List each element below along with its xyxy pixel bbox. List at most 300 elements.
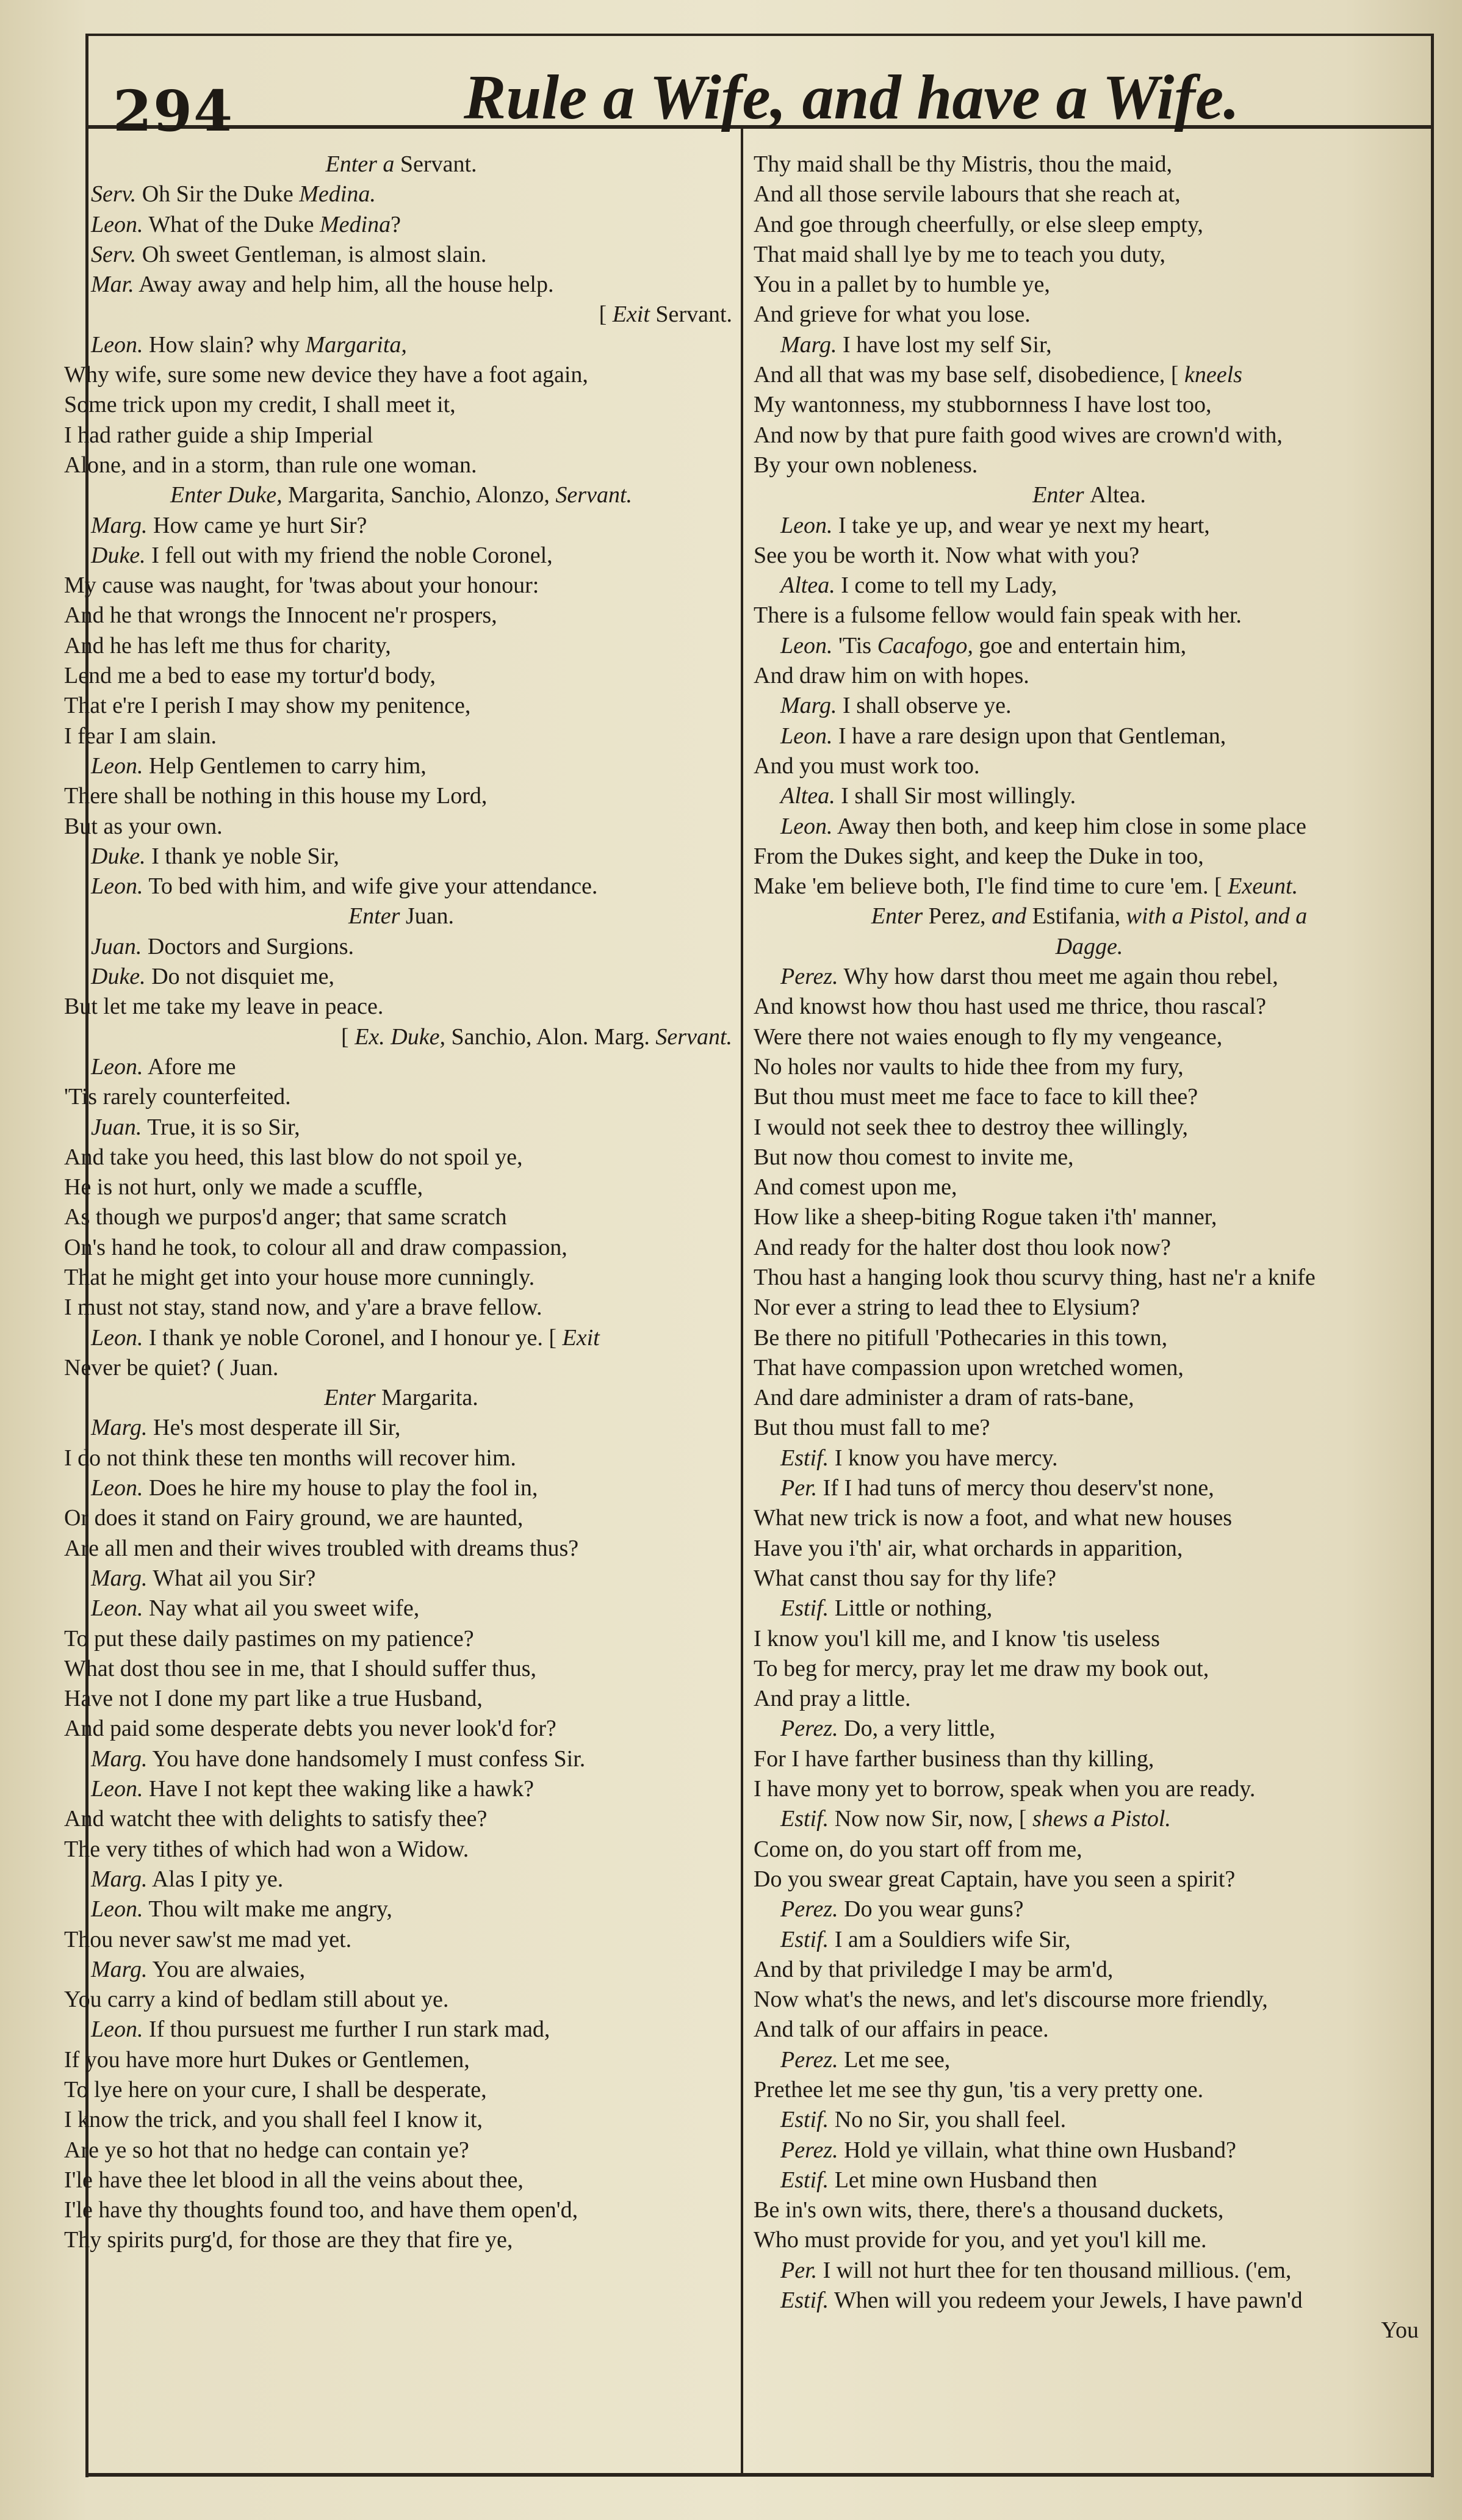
text-run: And he that wrongs the Innocent ne'r prospers, bbox=[64, 602, 497, 629]
text-run: And all those servile labours that she reach at, bbox=[754, 181, 1181, 208]
text-run: Servant. bbox=[400, 151, 477, 177]
speaker-name: Leon. bbox=[91, 1595, 143, 1622]
speech-line bbox=[64, 511, 738, 541]
text-run: Enter bbox=[1032, 482, 1090, 508]
text-run: Some trick upon my credit, I shall meet it, bbox=[64, 392, 456, 418]
text-run: Thou hast a hanging look thou scurvy thing, hast ne'r a knife bbox=[754, 1264, 1316, 1290]
speech-line bbox=[754, 691, 1425, 721]
text-run: Do, a very little, bbox=[838, 1716, 996, 1742]
text-run: Never be quiet? ( Juan. bbox=[64, 1354, 279, 1381]
text-run: Exit bbox=[612, 301, 650, 328]
speaker-name: Perez. bbox=[780, 2046, 838, 2073]
text-run: Ex. Duke, bbox=[355, 1024, 452, 1050]
stage-direction bbox=[754, 480, 1425, 510]
text-run: Servant. bbox=[655, 1024, 732, 1050]
text-run: I shall observe ye. bbox=[837, 693, 1012, 719]
text-run: Do you wear guns? bbox=[838, 1896, 1024, 1922]
verse-line bbox=[754, 541, 1425, 571]
verse-line bbox=[64, 571, 738, 601]
text-run: That he might get into your house more cunningly. bbox=[64, 1264, 535, 1290]
speech-line bbox=[64, 1865, 738, 1894]
text-run: 'Tis rarely counterfeited. bbox=[64, 1084, 291, 1110]
text-run: I would not seek thee to destroy thee willingly, bbox=[754, 1114, 1188, 1140]
speaker-name: Leon. bbox=[91, 331, 143, 358]
text-run: Enter bbox=[324, 1385, 382, 1411]
speaker-name: Leon. bbox=[780, 813, 833, 839]
speech-line bbox=[754, 330, 1425, 360]
speech-line bbox=[64, 2015, 738, 2045]
verse-line bbox=[64, 1835, 738, 1865]
verse-line bbox=[64, 1293, 738, 1323]
verse-line bbox=[754, 1113, 1425, 1143]
speech-line bbox=[64, 330, 738, 360]
verse-line bbox=[754, 842, 1425, 872]
text-run: I have mony yet to borrow, speak when you are ready. bbox=[754, 1776, 1256, 1802]
text-run: What new trick is now a foot, and what new houses bbox=[754, 1505, 1233, 1531]
speech-line bbox=[754, 2286, 1425, 2316]
verse-line bbox=[64, 1263, 738, 1293]
speaker-name: Marg. bbox=[91, 1415, 148, 1441]
speech-line bbox=[754, 962, 1425, 992]
verse-line bbox=[754, 1654, 1425, 1684]
verse-line bbox=[754, 210, 1425, 240]
text-run: Medina bbox=[320, 211, 391, 237]
verse-line bbox=[754, 1865, 1425, 1894]
text-run: Nay what ail you sweet wife, bbox=[143, 1595, 420, 1622]
text-run: Have you i'th' air, what orchards in apparition, bbox=[754, 1535, 1183, 1561]
text-run: There shall be nothing in this house my Lord, bbox=[64, 783, 488, 809]
text-run: To put these daily pastimes on my patience? bbox=[64, 1625, 474, 1652]
verse-line bbox=[64, 1624, 738, 1654]
verse-line bbox=[64, 1082, 738, 1112]
text-run: And by that priviledge I may be arm'd, bbox=[754, 1956, 1114, 1982]
speech-line bbox=[64, 1955, 738, 1985]
speaker-name: Estif. bbox=[780, 1806, 829, 1832]
text-run: The very tithes of which had won a Widow. bbox=[64, 1836, 469, 1862]
verse-line bbox=[754, 1293, 1425, 1323]
verse-line bbox=[754, 300, 1425, 330]
text-run: Do not disquiet me, bbox=[145, 964, 334, 990]
verse-line bbox=[754, 1202, 1425, 1232]
speaker-name: Marg. bbox=[780, 331, 837, 358]
text-run: I had rather guide a ship Imperial bbox=[64, 422, 373, 448]
verse-line bbox=[64, 2195, 738, 2225]
text-run: [ bbox=[599, 301, 613, 328]
verse-line bbox=[64, 631, 738, 661]
text-run: You carry a kind of bedlam still about ye. bbox=[64, 1987, 449, 2013]
text-run: And now by that pure faith good wives are crown'd with, bbox=[754, 422, 1283, 448]
stage-direction bbox=[64, 480, 738, 510]
speaker-name: Leon. bbox=[91, 753, 143, 779]
verse-line bbox=[64, 2045, 738, 2075]
speaker-name: Leon. bbox=[91, 211, 143, 237]
text-run: Have I not kept thee waking like a hawk? bbox=[143, 1776, 534, 1802]
speaker-name: Perez. bbox=[780, 1716, 838, 1742]
text-run: Away then both, and keep him close in some place bbox=[832, 813, 1306, 839]
speech-line bbox=[64, 1323, 738, 1353]
text-run: Exeunt. bbox=[1228, 873, 1298, 900]
text-run: To beg for mercy, pray let me draw my book out, bbox=[754, 1655, 1209, 1681]
verse-line bbox=[754, 1353, 1425, 1383]
text-run: I'le have thy thoughts found too, and have them open'd, bbox=[64, 2197, 578, 2223]
text-run: Come on, do you start off from me, bbox=[754, 1836, 1082, 1862]
text-run: See you be worth it. Now what with you? bbox=[754, 542, 1140, 568]
speaker-name: Leon. bbox=[780, 632, 833, 659]
verse-line bbox=[64, 1202, 738, 1232]
text-run: and bbox=[992, 903, 1032, 930]
speech-line bbox=[64, 1894, 738, 1924]
speech-line bbox=[64, 240, 738, 270]
text-run: Now what's the news, and let's discourse more friendly, bbox=[754, 1987, 1268, 2013]
text-run: I thank ye noble Coronel, and I honour ye. [ bbox=[143, 1324, 563, 1351]
text-run: Enter bbox=[348, 903, 406, 930]
text-run: Oh sweet Gentleman, is almost slain. bbox=[136, 241, 487, 267]
text-run: What canst thou say for thy life? bbox=[754, 1565, 1056, 1591]
text-run: Enter a bbox=[325, 151, 400, 177]
speaker-name: Marg. bbox=[91, 512, 148, 538]
speech-line bbox=[754, 2256, 1425, 2286]
speech-line bbox=[64, 842, 738, 872]
text-run: How came ye hurt Sir? bbox=[147, 512, 367, 538]
text-run: I have lost my self Sir, bbox=[837, 331, 1052, 358]
text-run: I know you'l kill me, and I know 'tis useless bbox=[754, 1625, 1160, 1652]
stage-direction bbox=[64, 150, 738, 179]
text-run: I have a rare design upon that Gentleman, bbox=[832, 723, 1226, 749]
text-run: I must not stay, stand now, and y'are a brave fellow. bbox=[64, 1294, 542, 1321]
verse-line bbox=[754, 1534, 1425, 1564]
verse-line bbox=[64, 1684, 738, 1714]
text-run: Cacafogo, bbox=[877, 632, 973, 659]
text-run: And take you heed, this last blow do not spoil ye, bbox=[64, 1144, 523, 1170]
speaker-name: Marg. bbox=[91, 1956, 148, 1982]
text-run: Let mine own Husband then bbox=[829, 2167, 1098, 2193]
speech-line bbox=[64, 179, 738, 209]
text-run: To lye here on your cure, I shall be desperate, bbox=[64, 2077, 487, 2103]
text-run: Enter Duke, bbox=[170, 482, 289, 508]
speaker-name: Leon. bbox=[780, 723, 833, 749]
text-run: If you have more hurt Dukes or Gentlemen, bbox=[64, 2046, 470, 2073]
text-run: By your own nobleness. bbox=[754, 452, 978, 478]
text-run: What dost thou see in me, that I should suffer thus, bbox=[64, 1655, 536, 1681]
speaker-name: Marg. bbox=[91, 1866, 148, 1892]
text-run: If thou pursuest me further I run stark mad, bbox=[143, 2016, 550, 2043]
verse-line bbox=[754, 601, 1425, 630]
text-run: Are ye so hot that no hedge can contain ye? bbox=[64, 2137, 469, 2163]
text-run: And pray a little. bbox=[754, 1686, 911, 1712]
verse-line bbox=[754, 2075, 1425, 2105]
text-run: When will you redeem your Jewels, I have pawn'd bbox=[829, 2287, 1303, 2314]
verse-line bbox=[64, 2105, 738, 2135]
text-run: Doctors and Surgions. bbox=[142, 933, 354, 959]
speech-line bbox=[754, 511, 1425, 541]
text-run: That e're I perish I may show my penitence, bbox=[64, 693, 471, 719]
verse-line bbox=[754, 1774, 1425, 1804]
text-run: Thy maid shall be thy Mistris, thou the maid, bbox=[754, 151, 1173, 177]
text-run: Perez, bbox=[928, 903, 992, 930]
text-run: I fear I am slain. bbox=[64, 723, 217, 749]
verse-line bbox=[754, 872, 1425, 901]
text-run: That maid shall lye by me to teach you duty, bbox=[754, 241, 1166, 267]
text-run: What ail you Sir? bbox=[147, 1565, 316, 1591]
text-run: You have done handsomely I must confess Sir. bbox=[147, 1746, 586, 1772]
text-run: Who must provide for you, and yet you'l kill me. bbox=[754, 2227, 1207, 2253]
verse-line bbox=[754, 2015, 1425, 2045]
text-run: Sanchio, Alon. Marg. bbox=[451, 1024, 656, 1050]
stage-direction bbox=[754, 901, 1425, 931]
text-run: He's most desperate ill Sir, bbox=[147, 1415, 401, 1441]
verse-line bbox=[754, 1985, 1425, 2015]
text-run: Afore me bbox=[143, 1053, 236, 1080]
text-run: Were there not waies enough to fly my vengeance, bbox=[754, 1024, 1223, 1050]
verse-line bbox=[754, 1052, 1425, 1082]
text-run: ? bbox=[391, 211, 401, 237]
speaker-name: Estif. bbox=[780, 1445, 829, 1471]
speaker-name: Leon. bbox=[91, 1475, 143, 1501]
running-title: Rule a Wife, and have a Wife. bbox=[464, 62, 1240, 132]
text-run: And you must work too. bbox=[754, 753, 980, 779]
verse-line bbox=[754, 751, 1425, 781]
speech-line bbox=[754, 812, 1425, 842]
text-run: Estifania, bbox=[1032, 903, 1126, 930]
text-run: If I had tuns of mercy thou deserv'st none, bbox=[817, 1475, 1214, 1501]
speaker-name: Juan. bbox=[91, 933, 142, 959]
column-divider bbox=[741, 129, 743, 2474]
text-run: Altea. bbox=[1090, 482, 1146, 508]
speaker-name: Leon. bbox=[91, 1896, 143, 1922]
verse-line bbox=[64, 390, 738, 420]
text-run: Make 'em believe both, I'le find time to cure 'em. [ bbox=[754, 873, 1228, 900]
verse-line bbox=[754, 240, 1425, 270]
speaker-name: Leon. bbox=[91, 1776, 143, 1802]
speech-line bbox=[64, 751, 738, 781]
verse-line bbox=[64, 691, 738, 721]
verse-line bbox=[754, 360, 1425, 390]
speaker-name: Serv. bbox=[91, 181, 137, 208]
text-run: He is not hurt, only we made a scuffle, bbox=[64, 1174, 423, 1200]
text-run: That have compassion upon wretched women, bbox=[754, 1354, 1184, 1381]
text-run: Lend me a bed to ease my tortur'd body, bbox=[64, 663, 436, 689]
text-run: Margarita. bbox=[381, 1385, 478, 1411]
verse-line bbox=[64, 1534, 738, 1564]
speech-line bbox=[64, 1473, 738, 1503]
verse-line bbox=[754, 992, 1425, 1022]
verse-line bbox=[754, 661, 1425, 691]
speech-line bbox=[754, 1894, 1425, 1924]
text-run: My wantonness, my stubbornness I have lost too, bbox=[754, 392, 1212, 418]
text-run: with a Pistol, and a bbox=[1126, 903, 1308, 930]
verse-line bbox=[64, 601, 738, 630]
verse-line bbox=[754, 1233, 1425, 1263]
verse-line bbox=[64, 2075, 738, 2105]
text-run: Exit bbox=[562, 1324, 600, 1351]
verse-line bbox=[754, 1955, 1425, 1985]
text-run: And grieve for what you lose. bbox=[754, 301, 1031, 328]
text-run: Why how darst thou meet me again thou rebel, bbox=[838, 964, 1278, 990]
text-run: I know you have mercy. bbox=[829, 1445, 1058, 1471]
verse-line bbox=[754, 1172, 1425, 1202]
verse-line bbox=[64, 992, 738, 1022]
verse-line bbox=[64, 1443, 738, 1473]
verse-line bbox=[64, 1172, 738, 1202]
speech-line bbox=[64, 1594, 738, 1623]
speaker-name: Mar. bbox=[91, 272, 134, 298]
speech-line bbox=[754, 1594, 1425, 1623]
text-run: shews a Pistol. bbox=[1032, 1806, 1171, 1832]
verse-line bbox=[754, 1503, 1425, 1533]
speaker-name: Duke. bbox=[91, 843, 146, 869]
text-run: And dare administer a dram of rats-bane, bbox=[754, 1385, 1134, 1411]
speaker-name: Leon. bbox=[780, 512, 833, 538]
speaker-name: Altea. bbox=[780, 783, 835, 809]
text-run: I am a Souldiers wife Sir, bbox=[829, 1926, 1071, 1952]
stage-direction bbox=[64, 901, 738, 931]
speech-line bbox=[754, 2105, 1425, 2135]
verse-line bbox=[754, 1263, 1425, 1293]
text-run: What of the Duke bbox=[143, 211, 320, 237]
speech-line bbox=[754, 721, 1425, 751]
text-run: [ bbox=[341, 1024, 355, 1050]
text-run: For I have farther business than thy killing, bbox=[754, 1746, 1154, 1772]
text-run: goe and entertain him, bbox=[973, 632, 1187, 659]
text-run: Alas I pity ye. bbox=[147, 1866, 284, 1892]
text-run: Servant. bbox=[649, 301, 732, 328]
text-run: You are alwaies, bbox=[147, 1956, 306, 1982]
text-run: On's hand he took, to colour all and draw compassion, bbox=[64, 1234, 567, 1260]
verse-line bbox=[754, 2225, 1425, 2255]
verse-line bbox=[64, 1804, 738, 1834]
right-text-column bbox=[754, 150, 1425, 2346]
page-number: 294 bbox=[113, 78, 234, 144]
text-run: 'Tis bbox=[832, 632, 877, 659]
verse-line bbox=[64, 721, 738, 751]
text-run: I'le have thee let blood in all the veins about thee, bbox=[64, 2167, 524, 2193]
speaker-name: Serv. bbox=[91, 241, 137, 267]
speech-line bbox=[754, 1925, 1425, 1955]
speaker-name: Leon. bbox=[91, 2016, 143, 2043]
text-run: Dagge. bbox=[1055, 933, 1123, 959]
text-run: Are all men and their wives troubled with dreams thus? bbox=[64, 1535, 579, 1561]
verse-line bbox=[754, 450, 1425, 480]
verse-line bbox=[64, 1654, 738, 1684]
speech-line bbox=[64, 1564, 738, 1594]
verse-line bbox=[64, 781, 738, 811]
text-run: To bed with him, and wife give your attendance. bbox=[143, 873, 598, 900]
verse-line bbox=[754, 1624, 1425, 1654]
speaker-name: Duke. bbox=[91, 542, 146, 568]
text-run: You bbox=[1381, 2317, 1419, 2344]
text-run: But let me take my leave in peace. bbox=[64, 994, 384, 1020]
text-run: I come to tell my Lady, bbox=[835, 572, 1057, 599]
speaker-name: Marg. bbox=[780, 693, 837, 719]
speaker-name: Estif. bbox=[780, 2287, 829, 2314]
verse-line bbox=[754, 179, 1425, 209]
text-run: Let me see, bbox=[838, 2046, 951, 2073]
verse-line bbox=[64, 1985, 738, 2015]
verse-line bbox=[754, 1143, 1425, 1172]
stage-direction bbox=[64, 1383, 738, 1413]
bottom-rule bbox=[85, 2473, 1431, 2477]
text-run: And all that was my base self, disobedience, [ bbox=[754, 362, 1184, 388]
verse-line bbox=[754, 1564, 1425, 1594]
text-run: But thou must fall to me? bbox=[754, 1415, 990, 1441]
text-run: How slain? why bbox=[143, 331, 306, 358]
verse-line bbox=[754, 1835, 1425, 1865]
speech-line bbox=[64, 932, 738, 962]
text-run: But as your own. bbox=[64, 813, 223, 839]
verse-line bbox=[64, 1503, 738, 1533]
speaker-name: Marg. bbox=[91, 1565, 148, 1591]
text-run: I know the trick, and you shall feel I know it, bbox=[64, 2107, 483, 2133]
verse-line bbox=[64, 1353, 738, 1383]
speaker-name: Per. bbox=[780, 2257, 818, 2283]
verse-line bbox=[64, 661, 738, 691]
text-run: But thou must meet me face to face to kill thee? bbox=[754, 1084, 1198, 1110]
stage-direction-right bbox=[754, 2316, 1425, 2345]
speaker-name: Marg. bbox=[91, 1746, 148, 1772]
speaker-name: Leon. bbox=[91, 873, 143, 900]
text-run: And knowst how thou hast used me thrice, thou rascal? bbox=[754, 994, 1267, 1020]
verse-line bbox=[754, 1323, 1425, 1353]
text-run: Have not I done my part like a true Husband, bbox=[64, 1686, 483, 1712]
text-run: Be in's own wits, there, there's a thousand duckets, bbox=[754, 2197, 1224, 2223]
speaker-name: Perez. bbox=[780, 2137, 838, 2163]
text-run: My cause was naught, for 'twas about your honour: bbox=[64, 572, 539, 599]
text-run: Help Gentlemen to carry him, bbox=[143, 753, 427, 779]
verse-line bbox=[754, 390, 1425, 420]
text-run: And ready for the halter dost thou look now? bbox=[754, 1234, 1171, 1260]
speech-line bbox=[64, 1774, 738, 1804]
text-run: No no Sir, you shall feel. bbox=[829, 2107, 1067, 2133]
verse-line bbox=[64, 360, 738, 390]
verse-line bbox=[754, 1744, 1425, 1774]
text-run: Does he hire my house to play the fool in, bbox=[143, 1475, 538, 1501]
verse-line bbox=[64, 1714, 738, 1744]
verse-line bbox=[754, 1413, 1425, 1443]
speech-line bbox=[754, 1443, 1425, 1473]
text-run: I take ye up, and wear ye next my heart, bbox=[832, 512, 1210, 538]
text-run: But now thou comest to invite me, bbox=[754, 1144, 1074, 1170]
text-run: Little or nothing, bbox=[829, 1595, 993, 1622]
verse-line bbox=[754, 270, 1425, 300]
text-run: Be there no pitifull 'Pothecaries in this town, bbox=[754, 1324, 1168, 1351]
verse-line bbox=[64, 2165, 738, 2195]
speech-line bbox=[754, 571, 1425, 601]
speaker-name: Estif. bbox=[780, 1926, 829, 1952]
speaker-name: Altea. bbox=[780, 572, 835, 599]
verse-line bbox=[64, 1925, 738, 1955]
speaker-name: Juan. bbox=[91, 1114, 142, 1140]
speech-line bbox=[754, 631, 1425, 661]
text-run: I thank ye noble Sir, bbox=[145, 843, 339, 869]
text-run: Margarita, Sanchio, Alonzo, bbox=[288, 482, 556, 508]
text-run: Nor ever a string to lead thee to Elysium? bbox=[754, 1294, 1140, 1321]
text-run: Why wife, sure some new device they have a foot again, bbox=[64, 362, 588, 388]
text-run: I fell out with my friend the noble Coronel, bbox=[145, 542, 553, 568]
speech-line bbox=[64, 1413, 738, 1443]
speech-line bbox=[64, 962, 738, 992]
text-run: How like a sheep-biting Rogue taken i'th' manner, bbox=[754, 1204, 1217, 1230]
text-run: No holes nor vaults to hide thee from my fury, bbox=[754, 1053, 1184, 1080]
speaker-name: Leon. bbox=[91, 1053, 143, 1080]
text-run: As though we purpos'd anger; that same scratch bbox=[64, 1204, 507, 1230]
text-run: And draw him on with hopes. bbox=[754, 663, 1029, 689]
text-run: Oh Sir the Duke bbox=[136, 181, 300, 208]
speaker-name: Leon. bbox=[91, 1324, 143, 1351]
speech-line bbox=[754, 2165, 1425, 2195]
text-run: And watcht thee with delights to satisfy thee? bbox=[64, 1806, 488, 1832]
speech-line bbox=[754, 1804, 1425, 1834]
verse-line bbox=[64, 2225, 738, 2255]
